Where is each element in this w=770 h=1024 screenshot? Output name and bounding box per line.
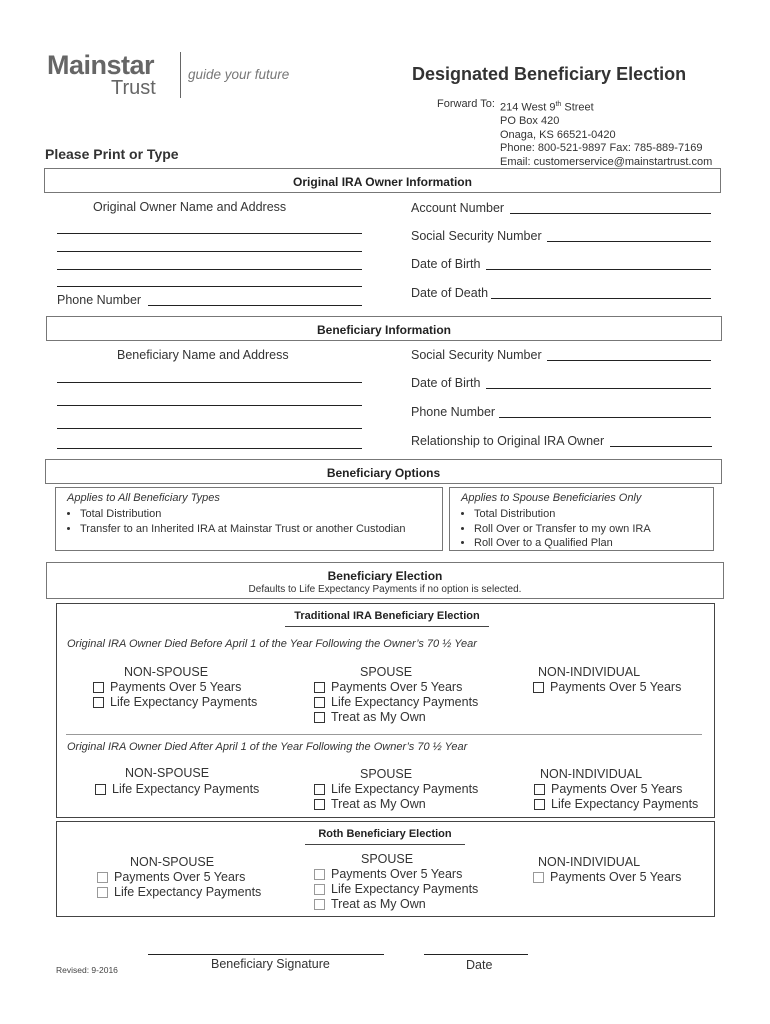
beneficiary-section-title: Beneficiary Information	[316, 323, 452, 337]
beneficiary-address-line-4[interactable]	[57, 448, 362, 449]
beneficiary-relationship-field[interactable]	[610, 446, 712, 447]
options-spouse-item: • Roll Over to a Qualified Plan	[474, 536, 651, 551]
trad-before-spouse-over5[interactable]: Payments Over 5 Years	[314, 680, 462, 694]
logo	[47, 50, 307, 100]
checkbox[interactable]	[533, 872, 544, 883]
forward-po: PO Box 420	[500, 115, 560, 128]
forward-city: Onaga, KS 66521-0420	[500, 128, 616, 141]
trad-after-nonspouse-heading: NON-SPOUSE	[125, 766, 210, 780]
owner-dob-field[interactable]	[486, 269, 711, 270]
checkbox[interactable]	[534, 799, 545, 810]
signature-field[interactable]	[148, 954, 384, 955]
options-all-title: Applies to All Beneficiary Types	[67, 492, 220, 504]
logo-brand-main: Mainstar	[47, 50, 155, 80]
owner-address-line-1[interactable]	[57, 233, 362, 234]
roth-spouse-treat[interactable]: Treat as My Own	[314, 897, 426, 911]
options-all-item: • Transfer to an Inherited IRA at Mainstar Trust or another Custodian	[80, 522, 405, 537]
roth-header: Roth Beneficiary Election	[318, 828, 452, 840]
options-section-title: Beneficiary Options	[326, 466, 441, 480]
options-all-item: • Total Distribution	[80, 507, 405, 522]
owner-phone-field[interactable]	[148, 305, 362, 306]
traditional-after-heading: Original IRA Owner Died After April 1 of the Year Following the Owner’s 70 ½ Year	[67, 741, 468, 753]
roth-nonspouse-over5[interactable]: Payments Over 5 Years	[97, 870, 245, 884]
beneficiary-address-line-2[interactable]	[57, 405, 362, 406]
beneficiary-address-line-3[interactable]	[57, 428, 362, 429]
roth-spouse-life[interactable]: Life Expectancy Payments	[314, 882, 478, 896]
owner-section-title: Original IRA Owner Information	[293, 175, 472, 189]
options-spouse-item: • Total Distribution	[474, 507, 651, 522]
forward-to-label: Forward To:	[437, 98, 495, 110]
owner-ssn-field[interactable]	[547, 241, 711, 242]
owner-phone-label: Phone Number	[57, 293, 142, 307]
checkbox[interactable]	[97, 887, 108, 898]
trad-before-spouse-life[interactable]: Life Expectancy Payments	[314, 695, 478, 709]
beneficiary-name-address-label: Beneficiary Name and Address	[117, 348, 289, 362]
election-default-note: Defaults to Life Expectancy Payments if no option is selected.	[248, 584, 522, 595]
owner-address-line-3[interactable]	[57, 269, 362, 270]
roth-nonindividual-heading: NON-INDIVIDUAL	[538, 855, 641, 869]
owner-name-address-label: Original Owner Name and Address	[93, 200, 287, 214]
forward-address	[500, 98, 712, 169]
roth-nonspouse-life[interactable]: Life Expectancy Payments	[97, 885, 261, 899]
checkbox[interactable]	[314, 799, 325, 810]
beneficiary-relationship-label: Relationship to Original IRA Owner	[411, 434, 605, 448]
revised-note: Revised: 9-2016	[56, 965, 118, 975]
checkbox[interactable]	[95, 784, 106, 795]
checkbox[interactable]	[97, 872, 108, 883]
beneficiary-phone-field[interactable]	[499, 417, 711, 418]
signature-label: Beneficiary Signature	[211, 957, 330, 971]
forward-email: Email: customerservice@mainstartrust.com	[500, 155, 713, 168]
roth-header-box	[305, 824, 465, 845]
trad-before-nonspouse-life[interactable]: Life Expectancy Payments	[93, 695, 257, 709]
checkbox[interactable]	[314, 682, 325, 693]
logo-divider	[180, 52, 181, 98]
options-spouse-item: • Roll Over or Transfer to my own IRA	[474, 522, 651, 537]
roth-spouse-over5[interactable]: Payments Over 5 Years	[314, 867, 462, 881]
owner-dod-field[interactable]	[491, 298, 711, 299]
owner-account-label: Account Number	[411, 201, 505, 215]
options-spouse-box	[449, 487, 714, 551]
trad-before-nonindividual-heading: NON-INDIVIDUAL	[538, 665, 641, 679]
traditional-divider	[66, 734, 702, 735]
roth-nonindividual-over5[interactable]: Payments Over 5 Years	[533, 870, 681, 884]
form-title: Designated Beneficiary Election	[412, 64, 687, 84]
beneficiary-dob-label: Date of Birth	[411, 376, 481, 390]
beneficiary-address-line-1[interactable]	[57, 382, 362, 383]
checkbox[interactable]	[314, 884, 325, 895]
date-label: Date	[466, 958, 493, 972]
print-instruction: Please Print or Type	[45, 146, 179, 162]
options-spouse-list	[456, 507, 651, 551]
trad-before-nonindividual-over5[interactable]: Payments Over 5 Years	[533, 680, 681, 694]
owner-dod-label: Date of Death	[411, 286, 489, 300]
trad-after-spouse-life[interactable]: Life Expectancy Payments	[314, 782, 478, 796]
trad-after-spouse-treat[interactable]: Treat as My Own	[314, 797, 426, 811]
trad-before-spouse-heading: SPOUSE	[360, 665, 413, 679]
trad-after-nonindividual-heading: NON-INDIVIDUAL	[540, 767, 643, 781]
roth-nonspouse-heading: NON-SPOUSE	[130, 855, 215, 869]
checkbox[interactable]	[314, 697, 325, 708]
logo-brand-sub: Trust	[111, 77, 156, 99]
owner-account-field[interactable]	[510, 213, 711, 214]
options-all-box	[55, 487, 443, 551]
beneficiary-ssn-label: Social Security Number	[411, 348, 542, 362]
traditional-before-heading: Original IRA Owner Died Before April 1 of the Year Following the Owner’s 70 ½ Year	[67, 638, 477, 650]
logo-tagline: guide your future	[188, 67, 290, 82]
election-section-title: Beneficiary Election	[327, 569, 443, 583]
checkbox[interactable]	[314, 869, 325, 880]
beneficiary-phone-label: Phone Number	[411, 405, 496, 419]
options-section-header	[45, 459, 722, 484]
trad-after-nonindividual-over5[interactable]: Payments Over 5 Years	[534, 782, 682, 796]
roth-spouse-heading: SPOUSE	[361, 852, 414, 866]
traditional-header-box	[285, 606, 489, 627]
date-field[interactable]	[424, 954, 528, 955]
checkbox[interactable]	[93, 682, 104, 693]
trad-before-nonspouse-heading: NON-SPOUSE	[124, 665, 209, 679]
checkbox[interactable]	[314, 712, 325, 723]
beneficiary-ssn-field[interactable]	[547, 360, 711, 361]
trad-before-nonspouse-over5[interactable]: Payments Over 5 Years	[93, 680, 241, 694]
forward-phone: Phone: 800-521-9897 Fax: 785-889-7169	[500, 142, 703, 155]
owner-address-line-4[interactable]	[57, 286, 362, 287]
forward-street: 214 West 9th Street	[500, 101, 594, 114]
trad-after-nonspouse-life[interactable]: Life Expectancy Payments	[95, 782, 259, 796]
owner-ssn-label: Social Security Number	[411, 229, 542, 243]
checkbox[interactable]	[533, 682, 544, 693]
beneficiary-dob-field[interactable]	[486, 388, 711, 389]
options-all-list	[62, 507, 405, 536]
trad-before-spouse-treat[interactable]: Treat as My Own	[314, 710, 426, 724]
checkbox[interactable]	[534, 784, 545, 795]
beneficiary-section-header	[46, 316, 722, 341]
owner-address-line-2[interactable]	[57, 251, 362, 252]
options-spouse-title: Applies to Spouse Beneficiaries Only	[461, 492, 642, 504]
checkbox[interactable]	[314, 784, 325, 795]
traditional-header: Traditional IRA Beneficiary Election	[294, 610, 480, 622]
election-section-header	[46, 562, 724, 599]
checkbox[interactable]	[314, 899, 325, 910]
checkbox[interactable]	[93, 697, 104, 708]
owner-dob-label: Date of Birth	[411, 257, 481, 271]
trad-after-nonindividual-life[interactable]: Life Expectancy Payments	[534, 797, 698, 811]
trad-after-spouse-heading: SPOUSE	[360, 767, 413, 781]
owner-section-header	[44, 168, 721, 193]
